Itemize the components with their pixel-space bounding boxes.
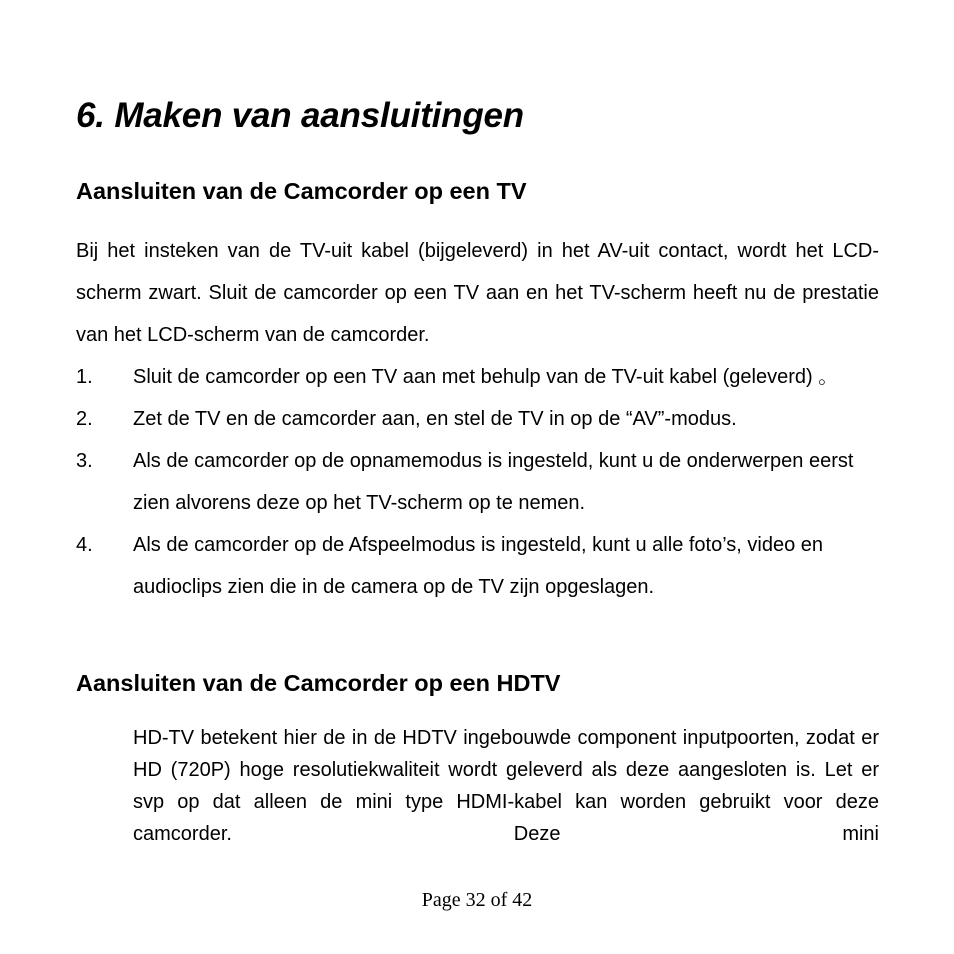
section-heading-tv: Aansluiten van de Camcorder op een TV xyxy=(76,178,527,204)
step-number: 1. xyxy=(76,366,93,388)
list-item xyxy=(76,524,879,608)
steps-list xyxy=(76,356,879,608)
list-item xyxy=(76,398,879,440)
step-text: Zet de TV en de camcorder aan, en stel de TV in op de “AV”-modus. xyxy=(133,408,737,430)
intro-paragraph: Bij het insteken van de TV-uit kabel (bijgeleverd) in het AV-uit contact, wordt het LCD-scherm zwart. Sluit de camcorder op een TV aan en het TV-scherm heeft nu de prestatie van het LCD-scherm van de camcorder. xyxy=(76,240,879,346)
list-item xyxy=(76,356,879,398)
step-text: Sluit de camcorder op een TV aan met behulp van de TV-uit kabel (geleverd) 。 xyxy=(133,366,839,388)
page-number-footer: Page 32 of 42 xyxy=(421,889,533,911)
step-text: Als de camcorder op de Afspeelmodus is ingesteld, kunt u alle foto’s, video en audioclips zien die in de camera op de TV zijn opgeslagen. xyxy=(133,534,824,598)
list-item xyxy=(76,440,879,524)
section-heading-hdtv: Aansluiten van de Camcorder op een HDTV xyxy=(76,670,561,696)
step-number: 4. xyxy=(76,534,93,556)
chapter-title: 6. Maken van aansluitingen xyxy=(76,96,524,135)
step-number: 2. xyxy=(76,408,93,430)
hdtv-paragraph: HD-TV betekent hier de in de HDTV ingebouwde component inputpoorten, zodat er HD (720P) hoge resolutiekwaliteit wordt geleverd als deze aangesloten is. Let er svp op dat alleen de mini type HDMI-kabel kan worden gebruikt voor deze camcorder. Deze mini xyxy=(133,727,879,845)
step-number: 3. xyxy=(76,450,93,472)
step-text: Als de camcorder op de opnamemodus is ingesteld, kunt u de onderwerpen eerst zien alvorens deze op het TV-scherm op te nemen. xyxy=(133,450,854,514)
